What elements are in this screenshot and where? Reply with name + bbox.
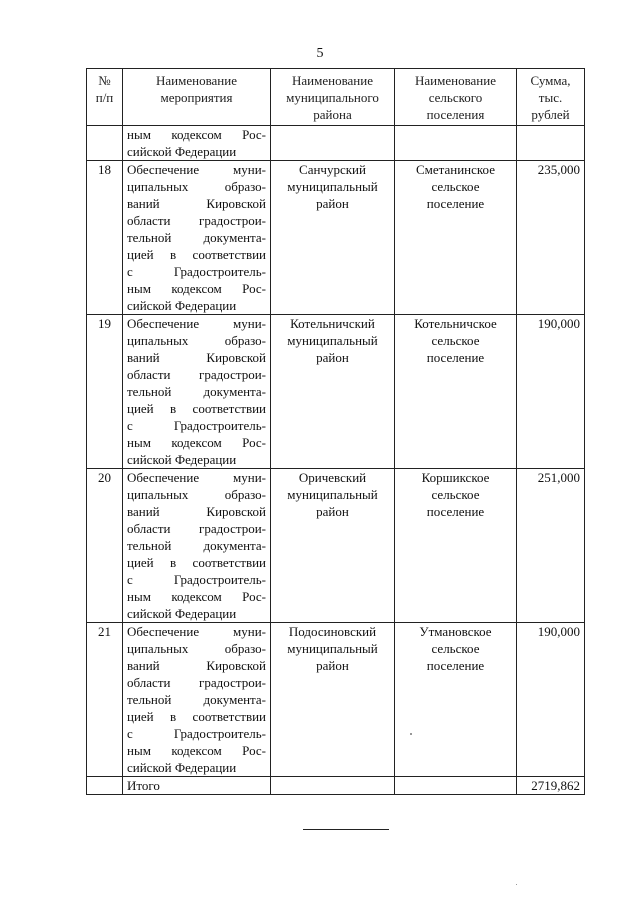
table-header-row [87, 69, 585, 126]
table-row [87, 315, 585, 469]
page-number: 5 [316, 46, 324, 61]
row-sum: 190,000 [517, 315, 585, 469]
row-sum: 251,000 [517, 469, 585, 623]
header-district: Наименование муниципального района [271, 69, 395, 126]
row-settlement: Коршикское сельское поселение [395, 469, 517, 623]
scan-speck [410, 733, 412, 735]
header-num: № п/п [87, 69, 123, 126]
row-num: 21 [87, 623, 123, 777]
header-sum: Сумма, тыс. рублей [517, 69, 585, 126]
row-district: Оричевский муниципальный район [271, 469, 395, 623]
row-num: 19 [87, 315, 123, 469]
table-row-continuation [87, 126, 585, 161]
total-sum: 2719,862 [517, 777, 585, 795]
row-num: 18 [87, 161, 123, 315]
row-settlement: Котельничское сельское поселение [395, 315, 517, 469]
total-settlement [395, 777, 517, 795]
footer-rule [303, 829, 389, 830]
row-event: ным кодексом Рос- сийской Федерации [123, 126, 271, 161]
row-district [271, 126, 395, 161]
row-settlement: Сметанинское сельское поселение [395, 161, 517, 315]
header-settlement: Наименование сельского поселения [395, 69, 517, 126]
table-row [87, 161, 585, 315]
funding-table [86, 68, 585, 795]
table-total-row [87, 777, 585, 795]
row-event: Обеспечение муни- ципальных образо- ваний Кировской области градострои- тельной документа- цией в соответствии с Градостроитель- ным кодексом Рос- сийской Федерации [123, 623, 271, 777]
row-event: Обеспечение муни- ципальных образо- ваний Кировской области градострои- тельной документа- цией в соответствии с Градостроитель- ным кодексом Рос- сийской Федерации [123, 315, 271, 469]
row-district: Котельничский муниципальный район [271, 315, 395, 469]
total-label: Итого [123, 777, 271, 795]
row-district: Подосиновский муниципальный район [271, 623, 395, 777]
row-event: Обеспечение муни- ципальных образо- ваний Кировской области градострои- тельной документа- цией в соответствии с Градостроитель- ным кодексом Рос- сийской Федерации [123, 469, 271, 623]
header-event: Наименование мероприятия [123, 69, 271, 126]
table-row [87, 623, 585, 777]
row-sum: 235,000 [517, 161, 585, 315]
row-num: 20 [87, 469, 123, 623]
row-settlement: Утмановское сельское поселение [395, 623, 517, 777]
row-sum [517, 126, 585, 161]
total-num [87, 777, 123, 795]
row-sum: 190,000 [517, 623, 585, 777]
table-row [87, 469, 585, 623]
row-num [87, 126, 123, 161]
row-settlement [395, 126, 517, 161]
row-event: Обеспечение муни- ципальных образо- ваний Кировской области градострои- тельной документа- цией в соответствии с Градостроитель- ным кодексом Рос- сийской Федерации [123, 161, 271, 315]
row-district: Санчурский муниципальный район [271, 161, 395, 315]
scan-speck [516, 884, 517, 885]
total-district [271, 777, 395, 795]
